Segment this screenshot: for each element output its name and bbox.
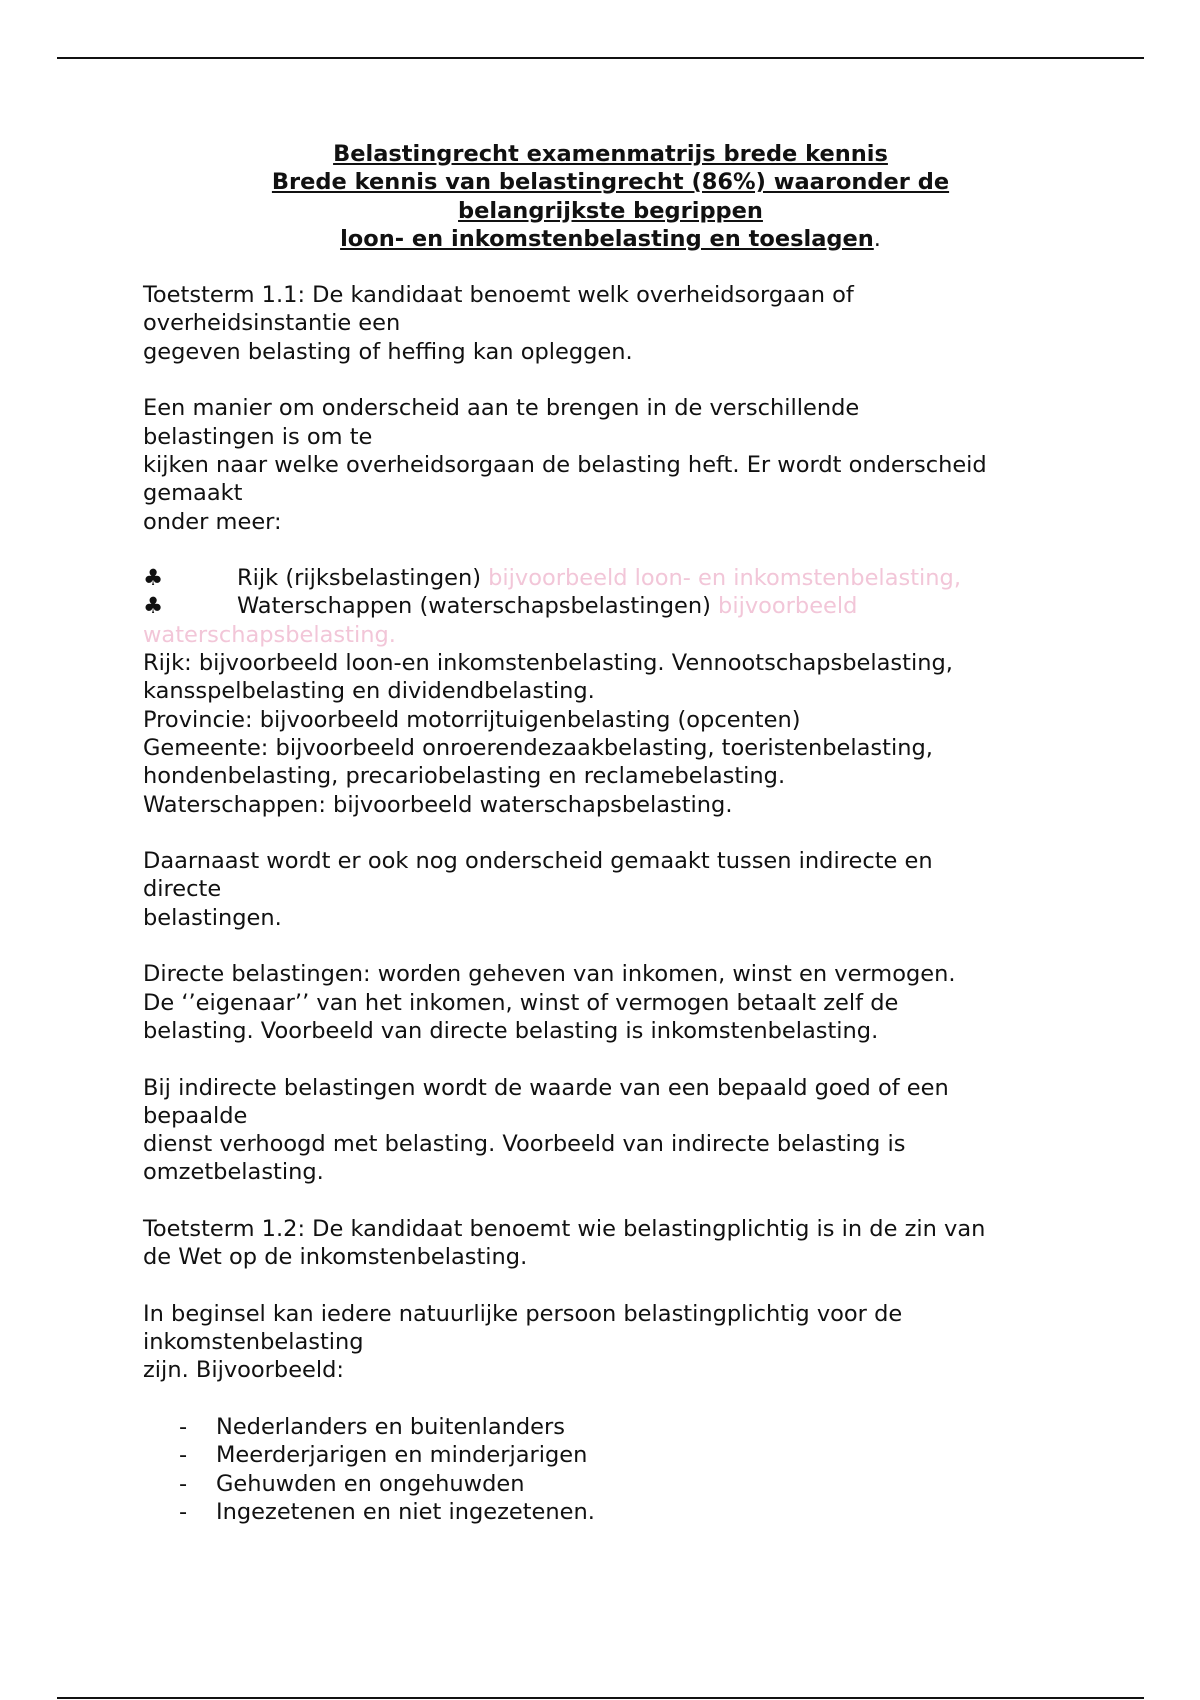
beginsel-paragraph <box>143 1300 1078 1385</box>
text-line: Daarnaast wordt er ook nog onderscheid gemaakt tussen indirecte en <box>143 848 933 875</box>
club-bullet-item-rijk <box>143 564 1078 592</box>
toetsterm-1-2 <box>143 1215 1078 1272</box>
club-icon: ♣ <box>143 565 164 592</box>
top-rule <box>57 57 1144 59</box>
list-item-text: Ingezetenen en niet ingezetenen. <box>216 1498 595 1525</box>
text-line: kansspelbelasting en dividendbelasting. <box>143 678 595 705</box>
title-line-4: loon- en inkomstenbelasting en toeslagen <box>340 225 874 252</box>
text-line: Toetsterm 1.2: De kandidaat benoemt wie belastingplichtig is in de zin van <box>143 1215 986 1242</box>
dash-icon: - <box>179 1442 188 1469</box>
title-line-3: belangrijkste begrippen <box>458 197 763 224</box>
text-line: Toetsterm 1.1: De kandidaat benoemt welk overheidsorgaan of <box>143 282 854 309</box>
text-line: hondenbelasting, precariobelasting en reclamebelasting. <box>143 763 786 790</box>
list-item <box>143 1413 1078 1441</box>
text-line: Provincie: bijvoorbeeld motorrijtuigenbelasting (opcenten) <box>143 706 801 733</box>
text-line: onder meer: <box>143 508 282 535</box>
text-line: inkomstenbelasting <box>143 1329 364 1356</box>
text-line: Bij indirecte belastingen wordt de waarde van een bepaald goed of een <box>143 1074 949 1101</box>
text-line: directe <box>143 876 222 903</box>
direct-taxes-paragraph <box>143 960 1078 1045</box>
document-body <box>143 140 1078 1526</box>
list-item-text: Nederlanders en buitenlanders <box>216 1414 565 1441</box>
club-bullet-list <box>143 564 1078 649</box>
dash-icon: - <box>179 1498 188 1525</box>
text-line: gegeven belasting of heffing kan opleggen. <box>143 338 633 365</box>
text-line: Rijk: bijvoorbeeld loon-en inkomstenbelasting. Vennootschapsbelasting, <box>143 650 953 677</box>
intro-paragraph <box>143 394 1078 535</box>
bullet-text: Waterschappen (waterschapsbelastingen) <box>237 593 711 620</box>
list-item <box>143 1498 1078 1526</box>
text-line: de Wet op de inkomstenbelasting. <box>143 1244 528 1271</box>
club-bullet-item-waterschappen <box>143 592 1078 620</box>
text-line: overheidsinstantie een <box>143 310 401 337</box>
text-line: omzetbelasting. <box>143 1159 324 1186</box>
list-item-text: Meerderjarigen en minderjarigen <box>216 1442 588 1469</box>
list-item-text: Gehuwden en ongehuwden <box>216 1470 525 1497</box>
text-line: kijken naar welke overheidsorgaan de belasting heft. Er wordt onderscheid <box>143 451 987 478</box>
bullet-faded-text: bijvoorbeeld loon- en inkomstenbelasting, <box>480 565 961 592</box>
text-line: belastingen is om te <box>143 423 373 450</box>
text-line: dienst verhoogd met belasting. Voorbeeld van indirecte belasting is <box>143 1131 906 1158</box>
indirect-intro-paragraph <box>143 847 1078 932</box>
examples-paragraph <box>143 649 1078 819</box>
title-line-1: Belastingrecht examenmatrijs brede kennis <box>333 141 888 167</box>
document-title <box>143 140 1078 253</box>
text-line: Directe belastingen: worden geheven van inkomen, winst en vermogen. <box>143 961 956 988</box>
bottom-rule <box>57 1697 1144 1699</box>
text-line: Waterschappen: bijvoorbeeld waterschapsbelasting. <box>143 791 733 818</box>
title-line-4-wrap <box>143 225 1078 253</box>
text-line: Gemeente: bijvoorbeeld onroerendezaakbelasting, toeristenbelasting, <box>143 734 933 761</box>
dash-list <box>143 1413 1078 1526</box>
bullet-text: Rijk (rijksbelastingen) <box>237 565 481 592</box>
bullet-faded-continuation: waterschapsbelasting. <box>143 621 396 648</box>
text-line: Een manier om onderscheid aan te brengen in de verschillende <box>143 395 860 422</box>
list-item <box>143 1441 1078 1469</box>
list-item <box>143 1470 1078 1498</box>
text-line: De ‘’eigenaar’’ van het inkomen, winst of vermogen betaalt zelf de <box>143 989 899 1016</box>
title-period: . <box>873 225 881 252</box>
bullet-faded-text: bijvoorbeeld <box>710 593 858 620</box>
text-line: gemaakt <box>143 480 243 507</box>
text-line: In beginsel kan iedere natuurlijke persoon belastingplichtig voor de <box>143 1300 903 1327</box>
dash-icon: - <box>179 1414 188 1441</box>
text-line: bepaalde <box>143 1102 248 1129</box>
toetsterm-1-1 <box>143 281 1078 366</box>
dash-icon: - <box>179 1470 188 1497</box>
text-line: belastingen. <box>143 904 282 931</box>
club-icon: ♣ <box>143 593 164 620</box>
indirect-taxes-paragraph <box>143 1074 1078 1187</box>
title-line-2: Brede kennis van belastingrecht (86%) waaronder de <box>271 169 950 196</box>
text-line: zijn. Bijvoorbeeld: <box>143 1357 344 1384</box>
text-line: belasting. Voorbeeld van directe belasting is inkomstenbelasting. <box>143 1017 879 1044</box>
